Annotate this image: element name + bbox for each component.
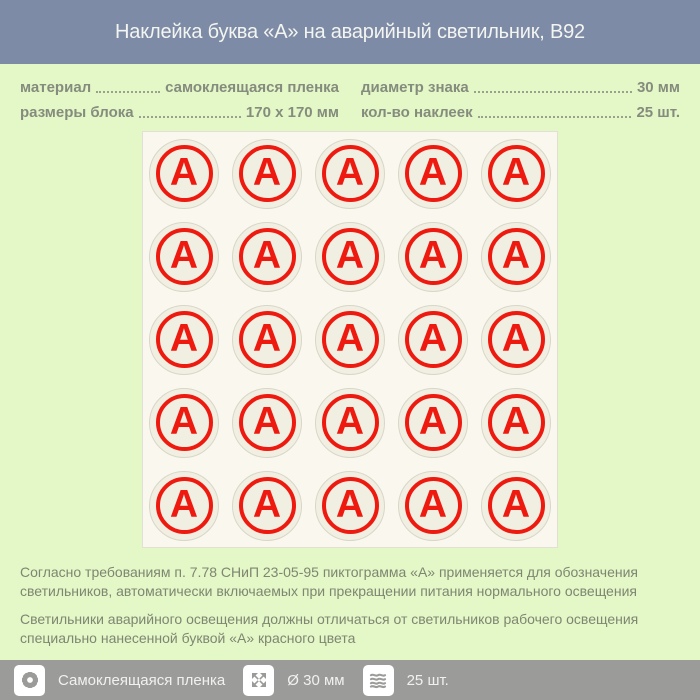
sticker	[481, 139, 551, 209]
footer-item-label: Ø 30 мм	[287, 671, 345, 689]
specs-left-column	[20, 77, 339, 131]
sticker-letter: А	[418, 399, 448, 443]
sticker	[481, 388, 551, 458]
sticker	[315, 471, 385, 541]
sticker	[232, 305, 302, 375]
sticker-letter: А	[501, 233, 531, 277]
notes-section	[0, 548, 700, 660]
sticker-letter: А	[418, 150, 448, 194]
sticker	[315, 222, 385, 292]
sticker	[315, 139, 385, 209]
sticker-sheet	[142, 131, 558, 548]
expand-arrows-icon	[243, 665, 274, 696]
sticker-ring	[322, 477, 379, 534]
sticker	[149, 139, 219, 209]
dotted-leader	[474, 91, 632, 93]
sticker-letter: А	[418, 482, 448, 526]
sticker-letter: А	[418, 316, 448, 360]
sticker	[149, 388, 219, 458]
spec-label: материал	[20, 79, 92, 96]
sticker-ring	[405, 228, 462, 285]
sticker-ring	[488, 394, 545, 451]
sticker	[398, 222, 468, 292]
sticker-letter: А	[169, 316, 199, 360]
sticker-ring	[156, 145, 213, 202]
sticker-ring	[239, 228, 296, 285]
layers-icon	[363, 665, 394, 696]
sticker	[232, 139, 302, 209]
sticker-letter: А	[169, 399, 199, 443]
sticker-ring	[239, 477, 296, 534]
spec-value: самоклеящаяся пленка	[165, 79, 339, 96]
sticker-letter: А	[335, 399, 365, 443]
sticker-letter: А	[501, 399, 531, 443]
sticker-ring	[156, 394, 213, 451]
sticker	[315, 388, 385, 458]
sticker	[398, 388, 468, 458]
sticker-letter: А	[501, 316, 531, 360]
gear-icon	[14, 665, 45, 696]
sticker-ring	[156, 311, 213, 368]
sticker-ring	[405, 311, 462, 368]
sticker-ring	[488, 311, 545, 368]
sticker	[149, 222, 219, 292]
sticker-ring	[322, 228, 379, 285]
sticker-letter: А	[335, 150, 365, 194]
sticker-ring	[239, 394, 296, 451]
note-paragraph: Согласно требованиям п. 7.78 СНиП 23-05-95 пиктограмма «А» применяется для обозначения светильников, автоматически включаемых при прекращении питания нормального освещения	[20, 564, 638, 599]
sticker-ring	[405, 394, 462, 451]
page-title: Наклейка буква «А» на аварийный светильник, B92	[115, 20, 585, 43]
header-bar	[0, 0, 700, 64]
sticker	[149, 305, 219, 375]
sticker	[481, 222, 551, 292]
sticker	[481, 305, 551, 375]
sticker-letter: А	[335, 233, 365, 277]
sticker-ring	[488, 145, 545, 202]
sticker	[149, 471, 219, 541]
sticker-letter: А	[252, 150, 282, 194]
sticker	[315, 305, 385, 375]
sticker-letter: А	[501, 150, 531, 194]
footer-item-label: 25 шт.	[406, 671, 449, 689]
sticker-letter: А	[169, 482, 199, 526]
sticker-ring	[322, 145, 379, 202]
sticker-ring	[322, 311, 379, 368]
sticker-ring	[156, 477, 213, 534]
spec-label: кол-во наклеек	[361, 104, 473, 121]
sticker	[232, 471, 302, 541]
sticker-ring	[239, 145, 296, 202]
sticker-ring	[239, 311, 296, 368]
spec-value: 25 шт.	[636, 104, 680, 121]
sticker-letter: А	[252, 316, 282, 360]
footer-bar	[0, 660, 700, 700]
dotted-leader	[478, 116, 632, 118]
sticker-letter: А	[335, 316, 365, 360]
sticker	[398, 471, 468, 541]
sticker-letter: А	[252, 482, 282, 526]
sticker-letter: А	[335, 482, 365, 526]
sticker-ring	[405, 477, 462, 534]
sticker-ring	[156, 228, 213, 285]
footer-item-count	[363, 665, 449, 696]
spec-row-sign-diameter	[361, 77, 680, 98]
footer-item-diameter	[243, 665, 344, 696]
sticker-letter: А	[418, 233, 448, 277]
sticker-letter: А	[501, 482, 531, 526]
note-paragraph: Светильники аварийного освещения должны отличаться от светильников рабочего освещения специально нанесенной буквой «А» красного цвета	[20, 611, 639, 646]
sticker	[232, 388, 302, 458]
spec-value: 30 мм	[636, 79, 680, 96]
sticker	[232, 222, 302, 292]
spec-row-sticker-count	[361, 102, 680, 123]
spec-row-block-size	[20, 102, 339, 123]
footer-item-label: Самоклеящаяся пленка	[58, 671, 226, 689]
spec-value: 170 x 170 мм	[245, 104, 339, 121]
spec-label: диаметр знака	[361, 79, 469, 96]
sticker-ring	[488, 477, 545, 534]
specs-right-column	[361, 77, 680, 131]
sticker	[481, 471, 551, 541]
sticker-ring	[405, 145, 462, 202]
sticker-ring	[322, 394, 379, 451]
sticker-letter: А	[169, 233, 199, 277]
sticker-letter: А	[169, 150, 199, 194]
footer-item-material	[14, 665, 225, 696]
spec-row-material	[20, 77, 339, 98]
sticker-letter: А	[252, 399, 282, 443]
sticker-ring	[488, 228, 545, 285]
sticker-letter: А	[252, 233, 282, 277]
dotted-leader	[139, 116, 241, 118]
spec-label: размеры блока	[20, 104, 134, 121]
sticker	[398, 139, 468, 209]
sticker-sheet-area	[0, 131, 700, 548]
specs-panel	[0, 64, 700, 131]
sticker	[398, 305, 468, 375]
dotted-leader	[96, 91, 160, 93]
